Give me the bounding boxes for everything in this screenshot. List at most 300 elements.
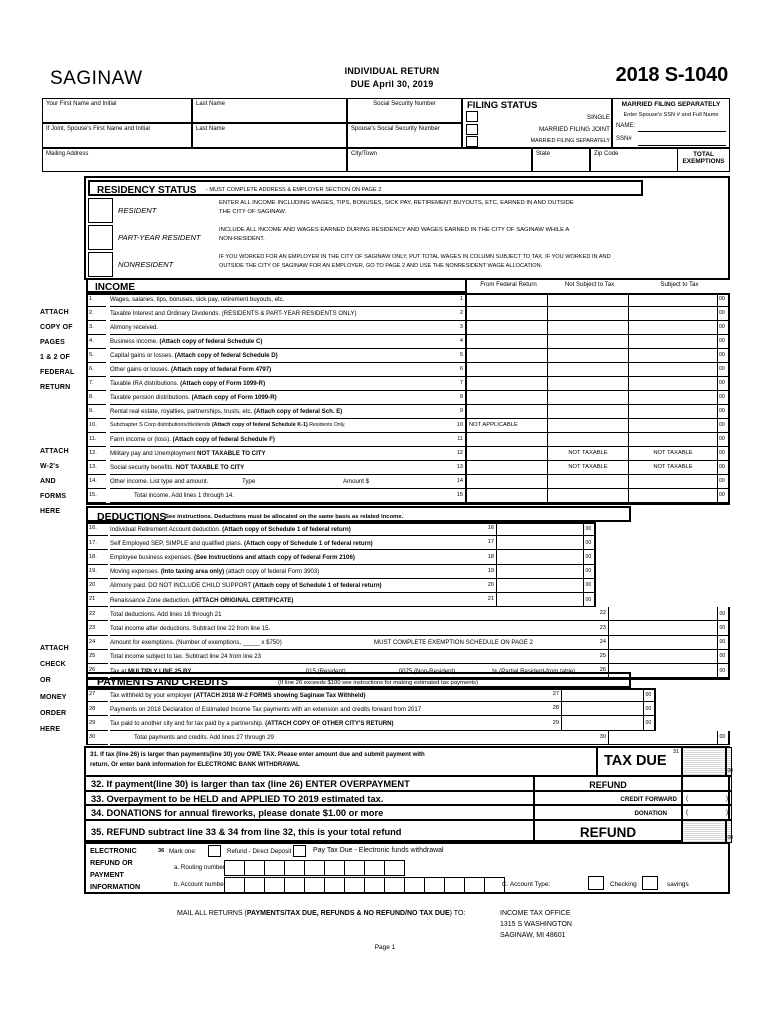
line31-amount-field[interactable] <box>682 747 726 776</box>
income-subject-amount[interactable] <box>629 349 718 363</box>
checkbox-checking[interactable] <box>588 876 604 890</box>
deduction-total-cents: 00 <box>718 664 730 678</box>
deduction-total-label: Total deductions. Add lines 16 through 21 <box>110 607 586 621</box>
routing-number-label: a. Routing number <box>174 864 225 871</box>
digit-box[interactable] <box>284 877 305 893</box>
digit-box[interactable] <box>384 860 405 876</box>
income-not-subject-amount[interactable]: NOT TAXABLE <box>548 447 629 461</box>
income-federal-amount[interactable] <box>467 447 548 461</box>
deductions-section <box>84 506 730 675</box>
income-federal-amount[interactable] <box>467 461 548 475</box>
income-federal-amount[interactable] <box>467 349 548 363</box>
income-subject-amount[interactable] <box>629 475 718 489</box>
deductions-top-border <box>86 522 596 524</box>
deduction-total-amount-field[interactable] <box>609 607 718 621</box>
line35-label: REFUND <box>579 825 637 840</box>
filing-status-option-joint[interactable]: MARRIED FILING JOINT <box>538 126 610 133</box>
payment-row-label: Payments on 2018 Declaration of Estimated Income Tax payments with an extension and credits forward from 2017 <box>110 702 539 716</box>
income-row <box>84 475 730 489</box>
mailing-address-field[interactable] <box>42 148 347 172</box>
income-row-label: Subchapter S Corp distributions/dividends (Attach copy of federal Schedule K-1) Residents Only. <box>110 419 442 433</box>
line33-amount-field[interactable] <box>682 791 732 805</box>
deductions-title-bar <box>86 506 631 522</box>
income-row-number: 5. <box>86 349 106 363</box>
office-address-line3: SAGINAW, MI 48601 <box>500 932 566 939</box>
residency-title-bar <box>88 180 643 196</box>
line35-text-box <box>85 820 534 843</box>
filing-status-title: FILING STATUS <box>467 100 538 111</box>
deduction-total-number: 23 <box>86 621 108 635</box>
income-not-subject-amount[interactable] <box>548 335 629 349</box>
side-label-order: ORDER <box>40 710 67 717</box>
deduction-total-line-number: 25 <box>586 650 609 664</box>
income-not-subject-amount[interactable]: NOT TAXABLE <box>548 461 629 475</box>
income-row <box>84 461 730 475</box>
line31-label: TAX DUE <box>604 753 667 769</box>
income-row-label: Social security benefits. NOT TAXABLE TO CITY <box>110 461 442 475</box>
deduction-amount-field[interactable] <box>497 579 584 593</box>
income-federal-amount[interactable] <box>467 363 548 377</box>
payment-row <box>84 716 730 730</box>
income-row <box>84 489 730 503</box>
electronic-title-2: REFUND OR <box>90 858 133 867</box>
income-row-line-number: 9 <box>442 405 467 419</box>
deduction-row-label: Employee business expenses. (See Instructions and attach copy of federal Form 2106) <box>110 550 474 564</box>
income-federal-amount[interactable] <box>467 405 548 419</box>
checkbox-single[interactable] <box>466 111 478 122</box>
income-row-number: 15. <box>86 489 106 503</box>
income-row <box>84 447 730 461</box>
payment-amount-field[interactable] <box>562 716 644 730</box>
checkbox-nonresident[interactable] <box>88 252 113 277</box>
income-cents: 00 <box>718 433 730 447</box>
income-federal-amount[interactable] <box>467 321 548 335</box>
deduction-cents: 00 <box>584 522 596 536</box>
payment-cents: 00 <box>644 716 656 730</box>
married-separately-block <box>612 98 730 148</box>
income-subject-amount[interactable] <box>629 433 718 447</box>
side-label-attach-2: ATTACH <box>40 448 69 455</box>
line14-amount-label: Amount $ <box>343 478 370 486</box>
payment-row-line-number: 30 <box>586 731 609 745</box>
line31-text-1: 31. If tax (line 26) is larger than payments(line 30) you OWE TAX. Please enter amount due and submit payment with <box>90 751 425 758</box>
checkbox-married-separately[interactable] <box>466 136 478 147</box>
side-label-here-1: HERE <box>40 508 61 515</box>
income-federal-amount[interactable] <box>467 489 548 503</box>
income-row-line-number: 3 <box>442 321 467 335</box>
form-number: 2018 S-1040 <box>615 64 728 86</box>
line35-amount-field[interactable] <box>682 820 726 843</box>
digit-box[interactable] <box>304 877 325 893</box>
payment-amount-field[interactable] <box>562 688 644 702</box>
deduction-row-label: Moving expenses. (Into taxing area only) (attach copy of federal Form 3903) <box>110 565 474 579</box>
digit-box[interactable] <box>244 860 265 876</box>
income-federal-amount[interactable] <box>467 377 548 391</box>
mail-tail: ) TO: <box>449 910 466 917</box>
income-row-label: Total income. Add lines 1 through 14. <box>110 489 442 503</box>
line34-amount-field[interactable] <box>682 805 732 820</box>
residency-desc-nonresident-2: OUTSIDE THE CITY OF SAGINAW FOR AN EMPLOYER, GO TO PAGE 2 AND USE THE NONRESIDENT WAGE ALLOCATION. <box>219 263 543 269</box>
income-row-label: Taxable pension distributions. (Attach copy of Form 1099-R) <box>110 391 442 405</box>
income-row-line-number: 1 <box>442 293 467 307</box>
income-federal-amount[interactable] <box>467 433 548 447</box>
line24-exemption-note: MUST COMPLETE EXEMPTION SCHEDULE ON PAGE 2 <box>374 639 533 647</box>
income-row-number: 13. <box>86 461 106 475</box>
deduction-amount-field[interactable] <box>497 593 584 607</box>
deduction-row <box>84 550 730 564</box>
income-row-number: 8. <box>86 391 106 405</box>
zip-field[interactable] <box>590 148 678 172</box>
savings-label: savings <box>667 881 689 888</box>
deduction-row-line-number: 20 <box>474 579 497 593</box>
income-row-line-number: 13 <box>442 461 467 475</box>
side-label-attach-3: ATTACH <box>40 645 69 652</box>
income-cents: 00 <box>718 293 730 307</box>
digit-box[interactable] <box>364 860 385 876</box>
payment-row-number: 29 <box>86 716 108 730</box>
digit-box[interactable] <box>384 877 405 893</box>
state-field[interactable] <box>532 148 590 172</box>
residency-desc-nonresident-1: IF YOU WORKED FOR AN EMPLOYER IN THE CITY OF SAGINAW ONLY, PUT TOTAL WAGES IN COLUMN SUBJECT TO TAX. IF YOU WORKED IN AND <box>219 254 611 260</box>
income-cents: 00 <box>718 461 730 475</box>
income-row-line-number: 7 <box>442 377 467 391</box>
income-not-subject-amount[interactable] <box>548 307 629 321</box>
line34-paren-open: ( <box>686 809 689 816</box>
income-subject-amount[interactable]: NOT TAXABLE <box>629 461 718 475</box>
income-subject-amount[interactable] <box>629 293 718 307</box>
line33-text: 33. Overpayment to be HELD and APPLIED TO 2019 estimated tax. <box>91 793 384 804</box>
deduction-total-label: Amount for exemptions. (Number of exemptions, _____ x $750) <box>110 636 586 650</box>
income-row <box>84 391 730 405</box>
ssn-label: Social Security Number <box>373 101 436 107</box>
deduction-amount-field[interactable] <box>497 536 584 550</box>
checkbox-part-year-resident[interactable] <box>88 225 113 250</box>
line14-type-label: Type <box>242 478 256 486</box>
residency-subtitle: - MUST COMPLETE ADDRESS & EMPLOYER SECTION ON PAGE 2 <box>206 187 382 193</box>
income-row-line-number: 11 <box>442 433 467 447</box>
income-cents: 00 <box>718 489 730 503</box>
income-not-subject-amount[interactable] <box>548 363 629 377</box>
income-federal-amount[interactable] <box>467 335 548 349</box>
income-row-number: 9. <box>86 405 106 419</box>
digit-box[interactable] <box>444 877 465 893</box>
income-not-subject-amount[interactable] <box>548 489 629 503</box>
income-subject-amount[interactable] <box>629 405 718 419</box>
income-cents: 00 <box>718 391 730 405</box>
first-name-label: Your First Name and Initial <box>46 101 117 107</box>
deduction-amount-field[interactable] <box>497 550 584 564</box>
spouse-last-name-field[interactable] <box>192 123 347 148</box>
deduction-total-number: 24 <box>86 636 108 650</box>
payment-cents: 00 <box>644 702 656 716</box>
deduction-amount-field[interactable] <box>497 565 584 579</box>
payment-row <box>84 702 730 716</box>
income-cents: 00 <box>718 349 730 363</box>
income-row-line-number: 15 <box>442 489 467 503</box>
payment-row-number: 27 <box>86 688 108 702</box>
account-number-input[interactable] <box>224 877 505 893</box>
deduction-cents: 00 <box>584 579 596 593</box>
income-not-subject-amount[interactable] <box>548 293 629 307</box>
income-row-number: 10. <box>86 419 106 433</box>
income-not-subject-amount[interactable] <box>548 433 629 447</box>
payment-row-label: Tax withheld by your employer (ATTACH 2018 W-2 FORMS showing Saginaw Tax Withheld) <box>110 688 539 702</box>
income-subject-amount[interactable] <box>629 489 718 503</box>
income-federal-amount[interactable] <box>467 293 548 307</box>
filing-status-option-single[interactable]: SINGLE <box>586 114 610 121</box>
payments-subtitle: (If line 26 exceeds $100 see instructions for making estimated tax payments) <box>278 679 479 686</box>
line34-label-box <box>534 805 682 820</box>
payments-section <box>84 672 730 746</box>
checkbox-married-joint[interactable] <box>466 124 478 135</box>
side-label-forms: FORMS <box>40 493 67 500</box>
income-not-subject-amount[interactable] <box>548 419 629 433</box>
income-cents: 00 <box>718 447 730 461</box>
income-federal-amount[interactable]: NOT APPLICABLE <box>467 419 548 433</box>
mail-bold: PAYMENTS/TAX DUE, REFUNDS & NO REFUND/NO TAX DUE <box>246 910 450 917</box>
deduction-cents: 00 <box>584 550 596 564</box>
state-label: State <box>536 151 551 157</box>
deductions-subtitle: See instructions. Deductions must be allocated on the same basis as related income. <box>165 513 404 520</box>
digit-box[interactable] <box>264 877 285 893</box>
income-subject-amount[interactable] <box>629 377 718 391</box>
deduction-cents: 00 <box>584 565 596 579</box>
digit-box[interactable] <box>244 877 265 893</box>
income-not-subject-amount[interactable] <box>548 391 629 405</box>
checking-label: Checking <box>610 881 637 888</box>
mail-label: MAIL ALL RETURNS ( <box>177 910 247 917</box>
income-row-number: 11. <box>86 433 106 447</box>
digit-box[interactable] <box>224 877 245 893</box>
spouse-ssn-input-line[interactable] <box>638 145 726 146</box>
side-label-copy-of: COPY OF <box>40 324 73 331</box>
line31-number: 31 <box>673 749 679 755</box>
income-title-bar <box>86 278 467 293</box>
checkbox-resident[interactable] <box>88 198 113 223</box>
digit-box[interactable] <box>224 860 245 876</box>
deduction-total-amount-field[interactable] <box>609 636 718 650</box>
income-row-label: Taxable IRA distributions. (Attach copy of Form 1099-R) <box>110 377 442 391</box>
city-town-field[interactable] <box>347 148 532 172</box>
digit-box[interactable] <box>284 860 305 876</box>
checkbox-savings[interactable] <box>642 876 658 890</box>
deduction-row-line-number: 21 <box>474 593 497 607</box>
mark-one-label: Mark one: <box>169 847 197 855</box>
side-label-federal: FEDERAL <box>40 369 75 376</box>
checkbox-pay-tax-due[interactable] <box>293 845 306 857</box>
spouse-name-input-line[interactable] <box>638 131 726 132</box>
office-address-line1: INCOME TAX OFFICE <box>500 910 571 917</box>
line35-cents: 00 <box>727 835 734 842</box>
income-row <box>84 363 730 377</box>
residency-desc-resident-2: THE CITY OF SAGINAW. <box>219 209 287 215</box>
deduction-total-number: 25 <box>86 650 108 664</box>
income-row-line-number: 2 <box>442 307 467 321</box>
residency-desc-part-year-2: NON-RESIDENT. <box>219 236 265 242</box>
digit-box[interactable] <box>364 877 385 893</box>
line34-text-box <box>85 805 534 820</box>
digit-box[interactable] <box>304 860 325 876</box>
income-not-subject-amount[interactable] <box>548 321 629 335</box>
spouse-first-name-label: If Joint, Spouse's First Name and Initial <box>46 126 150 132</box>
income-row-label: Taxable Interest and Ordinary Dividends. (RESIDENTS & PART-YEAR RESIDENTS ONLY) <box>110 307 442 321</box>
side-label-pages: PAGES <box>40 339 65 346</box>
digit-box[interactable] <box>344 877 365 893</box>
deduction-row-number: 21 <box>86 593 108 607</box>
deduction-row-line-number: 16 <box>474 522 497 536</box>
income-row-label: Other gains or losses. (Attach copy of federal Form 4797) <box>110 363 442 377</box>
income-subject-amount[interactable] <box>629 335 718 349</box>
line31-text-2: return. Or enter bank information for ELECTRONIC BANK WITHDRAWAL <box>90 761 300 768</box>
income-subject-amount[interactable] <box>629 419 718 433</box>
income-not-subject-amount[interactable] <box>548 377 629 391</box>
deduction-total-cents: 00 <box>718 621 730 635</box>
spouse-last-name-label: Last Name <box>196 126 226 132</box>
residency-label-resident: RESIDENT <box>118 206 157 215</box>
deduction-row-number: 19. <box>86 565 108 579</box>
ssn-field[interactable] <box>347 98 462 123</box>
side-label-return: RETURN <box>40 384 71 391</box>
line33-paren-open: ( <box>686 795 689 802</box>
masthead <box>42 64 730 98</box>
income-row-label: Other income. List type and amount. <box>110 475 442 489</box>
digit-box[interactable] <box>324 877 345 893</box>
electronic-title-3: PAYMENT <box>90 870 124 879</box>
spouse-first-name-field[interactable] <box>42 123 192 148</box>
deduction-total-label: Total income after deductions. Subtract line 22 from line 15. <box>110 621 586 635</box>
deduction-row-label: Individual Retirement Account deduction. (Attach copy of Schedule 1 of federal return) <box>110 522 474 536</box>
deduction-row-line-number: 17 <box>474 536 497 550</box>
line32-label: REFUND <box>589 779 627 790</box>
income-not-subject-amount[interactable] <box>548 349 629 363</box>
income-row-number: 12. <box>86 447 106 461</box>
income-col-header-subject: Subject to Tax <box>660 281 699 288</box>
residency-desc-part-year-1: INCLUDE ALL INCOME AND WAGES EARNED DURING RESIDENCY AND WAGES EARNED IN THE CITY OF SAGINAW WHILE A <box>219 227 570 233</box>
line31-cents: 00 <box>727 768 734 775</box>
income-row-label: Farm income or (loss). (Attach copy of federal Schedule F) <box>110 433 442 447</box>
line35-label-box <box>534 820 682 843</box>
line32-text-box <box>85 776 534 791</box>
payments-title: PAYMENTS AND CREDITS <box>97 676 228 688</box>
income-cents: 00 <box>718 377 730 391</box>
digit-box[interactable] <box>424 877 445 893</box>
side-label-attach-1: ATTACH <box>40 309 69 316</box>
income-subject-amount[interactable]: NOT TAXABLE <box>629 447 718 461</box>
income-table-top-border <box>86 293 730 295</box>
side-label-check: CHECK <box>40 661 66 668</box>
payment-row-number: 28 <box>86 702 108 716</box>
residency-desc-resident-1: ENTER ALL INCOME INCLUDING WAGES, TIPS, BONUSES, SICK PAY, RETIREMENT BUYOUTS, ETC, EARNED IN AND OUTSIDE <box>219 200 574 206</box>
income-not-subject-amount[interactable] <box>548 475 629 489</box>
deduction-row <box>84 593 730 607</box>
digit-box[interactable] <box>404 877 425 893</box>
mailing-address-label: Mailing Address <box>46 151 89 157</box>
deduction-row-line-number: 19 <box>474 565 497 579</box>
deduction-total-line-number: 22 <box>586 607 609 621</box>
income-federal-amount[interactable] <box>467 391 548 405</box>
income-row-line-number: 6 <box>442 363 467 377</box>
filing-status-option-separate[interactable]: MARRIED FILING SEPARATELY <box>530 138 610 144</box>
line31-text-box <box>85 747 597 776</box>
income-section <box>84 278 730 506</box>
income-row-number: 2. <box>86 307 106 321</box>
checkbox-refund-direct-deposit[interactable] <box>208 845 221 857</box>
income-row <box>84 321 730 335</box>
spouse-ssn-num-label: SSN# <box>616 136 632 142</box>
income-cents: 00 <box>718 475 730 489</box>
payment-row-line-number: 28 <box>539 702 562 716</box>
income-federal-amount[interactable] <box>467 475 548 489</box>
income-title: INCOME <box>95 282 135 293</box>
deductions-title: DEDUCTIONS <box>97 510 167 523</box>
deduction-total-amount-field[interactable] <box>609 621 718 635</box>
payment-amount-field[interactable] <box>562 702 644 716</box>
payment-amount-field[interactable] <box>609 731 718 745</box>
form-title-line1: INDIVIDUAL RETURN <box>344 66 440 76</box>
income-not-subject-amount[interactable] <box>548 405 629 419</box>
income-subject-amount[interactable] <box>629 363 718 377</box>
payment-cents: 00 <box>644 688 656 702</box>
deduction-total-amount-field[interactable] <box>609 650 718 664</box>
income-subject-amount[interactable] <box>629 321 718 335</box>
digit-box[interactable] <box>344 860 365 876</box>
spouse-ssn-field[interactable] <box>347 123 462 148</box>
city-town-label: City/Town <box>351 151 378 157</box>
total-exemptions-field[interactable] <box>678 148 730 172</box>
deduction-total-row <box>84 607 730 621</box>
married-separately-instruction: Enter Spouse's SSN # and Full Name <box>623 112 719 118</box>
income-row-line-number: 14 <box>442 475 467 489</box>
digit-box[interactable] <box>324 860 345 876</box>
income-subject-amount[interactable] <box>629 307 718 321</box>
last-name-field[interactable] <box>192 98 347 123</box>
line34-text: 34. DONATIONS for annual fireworks, please donate $1.00 or more <box>91 808 384 818</box>
deduction-amount-field[interactable] <box>497 522 584 536</box>
income-federal-amount[interactable] <box>467 307 548 321</box>
line35-cents-field <box>726 820 732 843</box>
residency-title: RESIDENCY STATUS <box>97 184 197 196</box>
side-label-w2s: W-2's <box>40 463 60 470</box>
income-cents: 00 <box>718 419 730 433</box>
deduction-row-label: Self Employed SEP, SIMPLE and qualified plans. (Attach copy of Schedule 1 of federal return) <box>110 536 474 550</box>
income-subject-amount[interactable] <box>629 391 718 405</box>
digit-box[interactable] <box>464 877 485 893</box>
income-row-number: 1 <box>86 293 106 307</box>
total-exemptions-label: TOTAL EXEMPTIONS <box>682 151 725 165</box>
payment-row-label: Tax paid to another city and for tax paid by a partnership. (ATTACH COPY OF OTHER CITY'S RETURN) <box>110 716 539 730</box>
deduction-total-line-number: 26 <box>586 664 609 678</box>
residency-label-part-year: PART-YEAR RESIDENT <box>118 233 201 242</box>
deduction-row <box>84 565 730 579</box>
line32-text: 32. If payment(line 30) is larger than tax (line 26) ENTER OVERPAYMENT <box>91 779 410 789</box>
income-row-line-number: 5 <box>442 349 467 363</box>
city-name: SAGINAW <box>50 68 143 89</box>
deduction-row-label: Renaissance Zone deduction. (ATTACH ORIGINAL CERTIFICATE) <box>110 593 474 607</box>
routing-number-input[interactable] <box>224 860 405 876</box>
office-address-line2: 1315 S WASHINGTON <box>500 921 572 928</box>
line32-amount-field[interactable] <box>682 776 732 791</box>
income-row-label: Alimony received. <box>110 321 442 335</box>
line34-paren-close: ) <box>725 809 728 816</box>
income-row-label: Military pay and Unemployment NOT TAXABLE TO CITY <box>110 447 442 461</box>
income-row <box>84 335 730 349</box>
zip-label: Zip Code <box>594 151 619 157</box>
line35-text: 35. REFUND subtract line 33 & 34 from line 32, this is your total refund <box>91 827 402 837</box>
digit-box[interactable] <box>264 860 285 876</box>
first-name-field[interactable] <box>42 98 192 123</box>
deduction-cents: 00 <box>584 593 596 607</box>
deduction-total-cents: 00 <box>718 650 730 664</box>
